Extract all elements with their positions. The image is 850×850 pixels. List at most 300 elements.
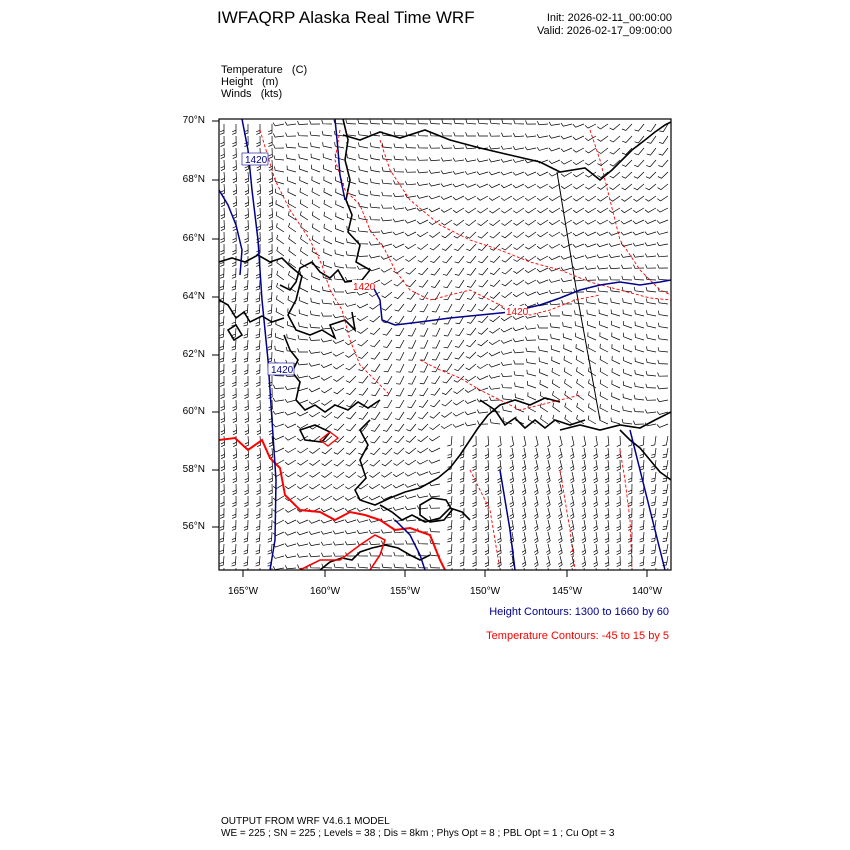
wind-barb	[276, 212, 284, 221]
wind-barb	[394, 144, 404, 149]
wind-barb	[502, 244, 512, 250]
wind-barb	[298, 143, 308, 148]
wind-barb	[299, 309, 308, 316]
wind-barb	[269, 208, 273, 219]
wind-barb	[277, 223, 285, 232]
wind-barb	[405, 460, 416, 465]
wind-barb	[381, 530, 392, 534]
wind-barb	[233, 460, 237, 471]
wind-barb	[345, 303, 356, 306]
wind-barb	[430, 400, 440, 407]
wind-barb	[444, 328, 452, 336]
wind-barb	[534, 448, 538, 459]
wind-barb	[597, 208, 608, 213]
init-time: Init: 2026-02-11_00:00:00	[546, 12, 672, 24]
wind-barb	[605, 472, 609, 483]
wind-barb	[585, 266, 596, 270]
wind-barb	[537, 220, 548, 225]
wind-barb	[466, 244, 476, 251]
coastline	[219, 119, 671, 570]
wind-barb	[478, 316, 488, 323]
wind-barb	[546, 472, 550, 483]
wind-barb	[634, 172, 644, 178]
wind-barb	[573, 220, 584, 224]
wind-barb	[394, 280, 404, 286]
wind-barb	[605, 436, 609, 447]
wind-barb	[537, 196, 548, 201]
wind-barb	[393, 507, 404, 510]
wind-barb	[345, 496, 356, 500]
wind-barb	[558, 532, 562, 543]
wind-barb	[447, 472, 452, 482]
wind-barb	[573, 160, 584, 165]
wind-barb	[647, 334, 656, 340]
wind-barb	[311, 142, 321, 148]
wind-barb	[522, 556, 526, 567]
wind-barb	[537, 232, 548, 237]
wind-barb	[628, 484, 632, 494]
wind-barb	[453, 196, 464, 200]
wind-barb	[599, 310, 608, 317]
wind-barb	[233, 148, 237, 159]
wind-barb	[244, 376, 248, 386]
wind-barb	[588, 344, 596, 352]
wind-barb	[573, 136, 584, 140]
wind-barb	[220, 352, 224, 362]
wind-barb	[561, 136, 572, 139]
wind-barb	[220, 136, 224, 147]
wind-barb	[513, 338, 524, 341]
wind-barb	[525, 337, 536, 341]
wind-barb	[321, 520, 332, 523]
wind-barb	[525, 268, 536, 273]
wind-barb	[359, 376, 368, 383]
wind-barb	[485, 532, 489, 543]
wind-barb	[623, 406, 632, 412]
wind-barb	[285, 424, 296, 428]
wind-barb	[245, 484, 249, 495]
wind-barb	[633, 254, 644, 258]
wind-barb	[418, 268, 428, 275]
wind-barb	[585, 160, 596, 165]
wind-barb	[561, 123, 572, 126]
wind-barb	[405, 256, 416, 262]
wind-barb	[394, 292, 404, 299]
wind-barb	[333, 531, 344, 534]
wind-barb	[333, 327, 344, 330]
wind-barb	[268, 496, 272, 507]
wind-barb	[609, 265, 620, 269]
wind-barb	[256, 340, 260, 350]
wind-barb	[651, 496, 656, 506]
wind-barb	[588, 332, 596, 340]
wind-barb	[370, 316, 380, 322]
wind-barb	[417, 208, 428, 211]
wind-barb	[546, 520, 550, 531]
wind-barb	[546, 484, 550, 495]
wind-barb	[570, 496, 574, 507]
wind-barb	[324, 224, 332, 232]
wind-barb	[417, 448, 428, 453]
wind-barb	[522, 448, 526, 459]
wind-barb	[381, 217, 392, 221]
wind-barb	[466, 119, 476, 124]
wind-barb	[489, 386, 500, 390]
wind-barb	[321, 542, 332, 546]
wind-barb	[370, 328, 380, 335]
wind-barb	[570, 460, 574, 471]
wind-barb	[233, 232, 237, 243]
wind-barb	[245, 220, 249, 231]
wind-barb	[323, 142, 332, 148]
wind-barb	[300, 297, 308, 304]
wind-barb	[597, 196, 608, 201]
wind-barb	[454, 132, 464, 136]
wind-barb	[456, 304, 465, 312]
wind-barb	[285, 122, 296, 126]
wind-barb	[609, 220, 620, 224]
wind-barb	[323, 261, 332, 268]
wind-barb	[276, 200, 284, 208]
wind-barb	[525, 326, 536, 330]
wind-barb	[510, 484, 514, 495]
wind-barb	[658, 323, 668, 328]
wind-barb	[442, 388, 452, 395]
wind-barb	[335, 262, 345, 268]
wind-barb	[244, 340, 248, 350]
wind-barb	[561, 289, 572, 293]
wind-barb	[634, 287, 644, 292]
wind-barb	[466, 220, 477, 226]
wind-barb	[298, 348, 308, 352]
wind-barb	[371, 436, 381, 443]
wind-barb	[257, 460, 261, 471]
wind-barb	[324, 212, 332, 220]
wind-barb	[257, 484, 261, 495]
wind-barb	[233, 412, 237, 423]
wind-barb	[485, 544, 489, 555]
wind-barb	[453, 184, 464, 187]
wind-barb	[381, 243, 392, 246]
wind-barb	[232, 244, 236, 255]
wind-barb	[256, 304, 261, 314]
wind-barb	[657, 208, 668, 212]
wind-barb	[371, 376, 380, 384]
model-footer	[221, 816, 614, 840]
wind-barb	[552, 379, 560, 388]
wind-barb	[658, 347, 668, 352]
wind-barb	[269, 472, 273, 483]
wind-barb	[453, 171, 464, 174]
wind-barb	[485, 460, 489, 471]
wind-barb	[585, 148, 596, 153]
wind-barb	[232, 292, 236, 302]
wind-barb	[573, 124, 584, 127]
wind-barb	[599, 298, 609, 304]
wind-barb	[309, 337, 320, 341]
wind-barb	[420, 340, 428, 348]
wind-barb	[460, 496, 464, 506]
wind-barb	[537, 280, 548, 283]
wind-barb	[245, 184, 249, 195]
wind-barb	[489, 196, 500, 200]
wind-barb	[370, 120, 380, 124]
wind-barb	[502, 232, 512, 238]
wind-barb	[525, 232, 536, 237]
wind-barb	[540, 369, 548, 376]
wind-barb	[537, 313, 548, 317]
wind-barb	[635, 298, 645, 304]
wind-barb	[396, 388, 404, 396]
wind-barb	[359, 388, 368, 395]
wind-barb	[657, 385, 668, 389]
wind-barb	[256, 556, 261, 566]
wind-barb	[558, 448, 562, 459]
wind-barb	[479, 292, 489, 299]
lon-label: 150°W	[469, 586, 501, 597]
wind-barb	[256, 520, 260, 530]
wind-barb	[395, 424, 404, 431]
wind-barb	[594, 484, 598, 495]
wind-barb	[220, 496, 224, 507]
wind-barb	[594, 496, 598, 507]
wind-barb	[570, 520, 574, 531]
wind-barb	[490, 280, 500, 287]
wind-barb	[358, 352, 368, 359]
wind-barb	[256, 352, 260, 362]
wind-barb	[370, 191, 380, 196]
lat-label: 68°N	[182, 174, 205, 185]
wind-barb	[633, 421, 644, 425]
lon-label: 155°W	[389, 586, 421, 597]
wind-barb	[382, 205, 393, 209]
wind-barb	[408, 364, 416, 372]
wind-barb	[460, 520, 464, 530]
wind-barb	[634, 160, 644, 167]
wind-barb	[447, 544, 452, 554]
wind-barb	[646, 287, 656, 292]
wind-barb	[594, 448, 598, 459]
wind-barb	[501, 196, 512, 201]
wind-barb	[624, 333, 633, 340]
wind-barb	[321, 496, 332, 501]
wind-barb	[406, 280, 416, 287]
wind-barb	[285, 484, 296, 489]
wind-barb	[663, 544, 669, 554]
wind-barb	[324, 176, 332, 184]
wind-barb	[257, 208, 261, 219]
wind-barb	[600, 392, 608, 400]
wind-barb	[539, 346, 549, 352]
wind-barb	[310, 120, 321, 124]
wind-barb	[334, 472, 345, 478]
wind-barb	[549, 122, 560, 126]
wind-barb	[384, 388, 392, 396]
wind-barb	[510, 472, 514, 483]
wind-barb	[513, 196, 524, 201]
wind-barb	[297, 472, 308, 477]
wind-barb	[396, 364, 404, 372]
wind-barb	[577, 403, 584, 412]
wind-barb	[382, 552, 392, 556]
wind-barb	[497, 508, 501, 519]
wind-barb	[510, 508, 514, 519]
wind-barb	[565, 415, 572, 424]
wind-barb	[651, 472, 656, 482]
wind-barb	[513, 184, 524, 188]
wind-barb	[490, 304, 500, 310]
wind-barb	[309, 472, 320, 477]
wind-barb	[432, 304, 440, 312]
wind-barb	[245, 172, 249, 183]
wind-barb	[647, 346, 657, 352]
wind-barb	[297, 496, 308, 501]
wind-barb	[651, 556, 656, 566]
wind-barb	[324, 249, 332, 257]
wind-barb	[268, 292, 272, 302]
wind-barb	[515, 382, 525, 388]
wind-barb	[256, 496, 260, 507]
wind-barb	[309, 460, 320, 465]
wind-barb	[582, 520, 586, 531]
wind-barb	[525, 208, 536, 213]
wind-barb	[559, 436, 562, 447]
wind-barb	[454, 232, 464, 238]
wind-barb	[472, 448, 476, 459]
wind-barb	[406, 448, 417, 454]
wind-barb	[312, 176, 320, 184]
wind-barb	[405, 181, 416, 185]
wind-barb	[502, 220, 513, 226]
wind-barb	[285, 508, 296, 512]
wind-barb	[430, 412, 440, 418]
wind-barb	[335, 237, 344, 244]
wind-barb	[312, 211, 320, 220]
wind-barb	[588, 403, 596, 412]
wind-barb	[465, 158, 476, 162]
wind-barb	[444, 304, 452, 312]
wind-barb	[406, 169, 417, 173]
wind-barb	[447, 484, 452, 494]
wind-barb	[466, 340, 476, 347]
wind-barb	[503, 406, 512, 412]
wind-barb	[429, 208, 440, 212]
wind-barb	[570, 508, 574, 519]
wind-barb	[489, 184, 500, 188]
wind-barb	[645, 253, 656, 257]
wind-barb	[359, 190, 368, 196]
wind-barb	[309, 553, 320, 557]
wind-barb	[485, 496, 489, 507]
wind-barb	[429, 196, 440, 199]
wind-barb	[594, 508, 598, 519]
wind-barb	[550, 323, 560, 328]
wind-barb	[582, 460, 586, 471]
wind-barb	[371, 388, 380, 396]
wind-barb	[221, 448, 225, 459]
wind-barb	[384, 376, 392, 384]
wind-barb	[472, 544, 476, 555]
wind-barb	[534, 508, 538, 519]
wind-barb	[575, 310, 585, 316]
wind-barb	[497, 484, 501, 495]
wind-barb	[396, 376, 404, 384]
wind-barb	[610, 136, 620, 142]
wind-barb	[276, 295, 284, 304]
wind-barb	[550, 312, 560, 316]
wind-barb	[547, 436, 550, 447]
wind-barb	[310, 324, 320, 328]
wind-barb	[472, 532, 476, 543]
wind-barb	[609, 208, 620, 213]
wind-barb	[594, 436, 598, 447]
field-winds: Winds (kts)	[221, 88, 283, 100]
wind-barb	[268, 244, 272, 255]
wind-barb	[634, 276, 644, 280]
wind-barb	[538, 335, 548, 340]
wind-barb	[658, 360, 668, 364]
wind-barb	[622, 184, 632, 190]
wind-barb	[232, 352, 236, 362]
wind-barb	[371, 364, 380, 372]
wind-barb	[334, 552, 345, 556]
wind-barb	[571, 436, 574, 447]
wind-barb	[577, 379, 584, 388]
wind-barb	[585, 244, 596, 247]
wind-barb	[549, 135, 560, 138]
wind-barb	[514, 120, 524, 124]
wind-barb	[430, 120, 440, 124]
wind-barb	[405, 220, 416, 223]
wind-barb	[430, 424, 441, 430]
wind-barb	[358, 340, 368, 346]
wind-barb	[256, 508, 260, 518]
wind-barb	[657, 231, 668, 234]
wind-barb	[441, 220, 452, 225]
wind-barb	[408, 388, 416, 396]
wind-barb	[611, 298, 620, 304]
wind-barb	[502, 268, 512, 274]
wind-barb	[256, 376, 260, 386]
wind-barb	[622, 172, 632, 178]
wind-barb	[646, 265, 657, 269]
wind-barb	[576, 344, 584, 352]
wind-barb	[232, 520, 236, 530]
wind-barb	[609, 254, 620, 257]
wind-barb	[273, 555, 284, 558]
wind-barb	[321, 388, 332, 393]
wind-barb	[489, 172, 500, 175]
wind-barb	[221, 208, 225, 219]
wind-barb	[418, 540, 428, 544]
wind-barb	[447, 520, 452, 530]
wind-barb	[256, 136, 260, 147]
wind-barb	[382, 155, 392, 160]
wind-barb	[406, 268, 416, 274]
wind-barb	[563, 322, 572, 328]
wind-barb	[502, 256, 512, 262]
wind-barb	[406, 564, 416, 568]
wind-barb	[472, 520, 476, 531]
wind-barb	[312, 200, 320, 208]
wind-barb	[309, 531, 320, 534]
wind-barb	[383, 424, 392, 431]
wind-barb	[429, 493, 440, 497]
wind-barb	[658, 160, 668, 167]
wind-barb	[466, 364, 476, 370]
wind-barb	[645, 243, 656, 246]
contour-label: 1420	[506, 307, 529, 318]
